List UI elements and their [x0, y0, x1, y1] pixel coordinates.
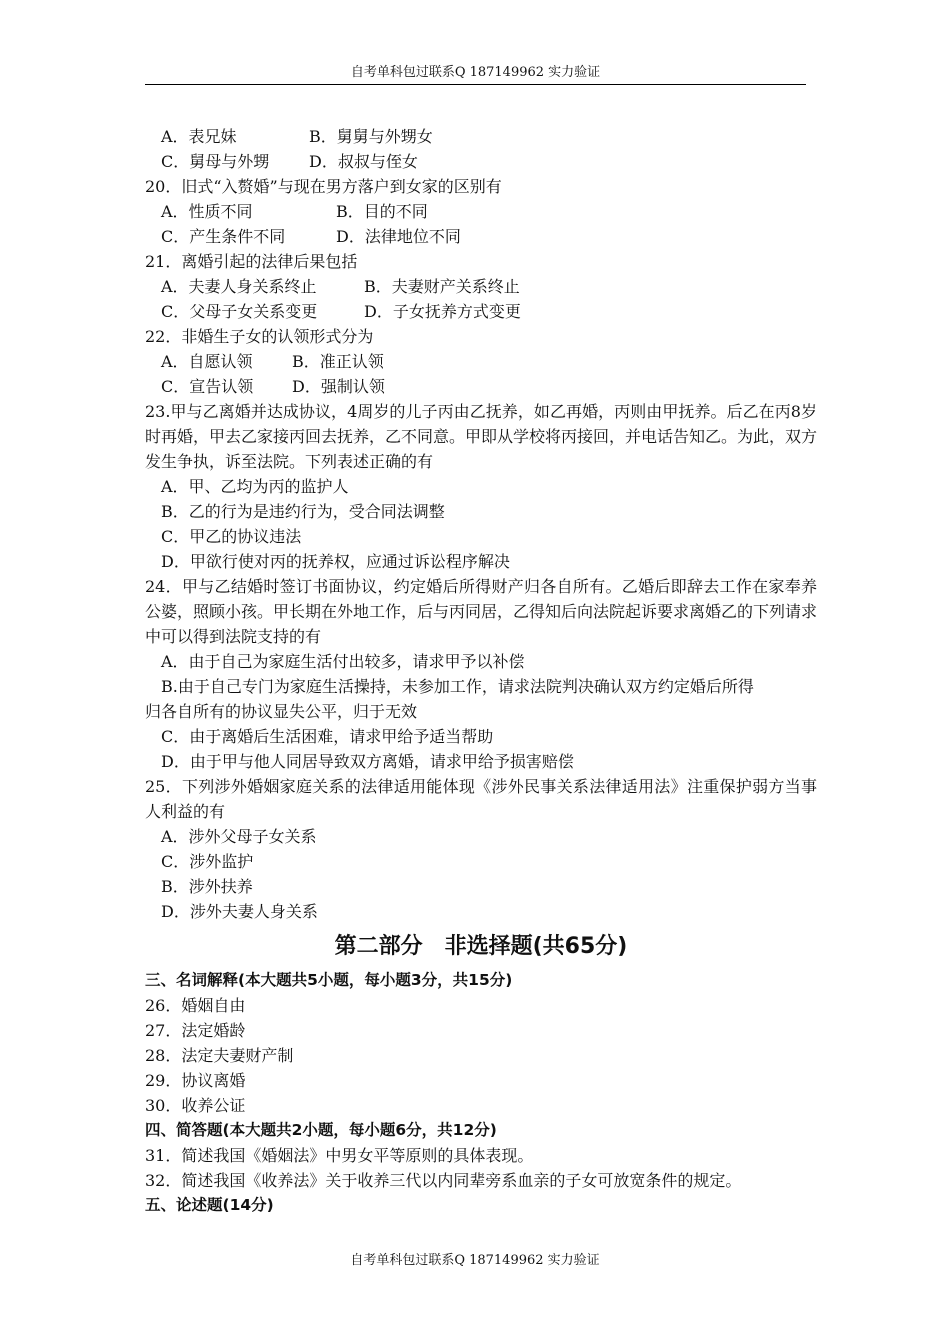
option-c: C．由于离婚后生活困难，请求甲给予适当帮助 [161, 727, 494, 746]
option-a: A．夫妻人身关系终止 [161, 277, 317, 296]
term-item: 28．法定夫妻财产制 [145, 1046, 294, 1065]
option-d: D．子女抚养方式变更 [364, 302, 521, 321]
question-25: 25．下列涉外婚姻家庭关系的法律适用能体现《涉外民事关系法律适用法》注重保护弱方当事人利益的有 [145, 777, 817, 821]
option-a: A．由于自己为家庭生活付出较多，请求甲予以补偿 [161, 652, 525, 671]
question-22: 22．非婚生子女的认领形式分为 [145, 327, 374, 346]
option-c: C．涉外监护 [161, 852, 254, 871]
option-b: B．准正认领 [292, 352, 384, 371]
part-two-title: 第二部分 非选择题(共65分) [334, 934, 628, 959]
term-item: 26．婚姻自由 [145, 996, 246, 1015]
question-21: 21．离婚引起的法律后果包括 [145, 252, 358, 271]
option-row [145, 349, 817, 374]
option-d: D．涉外夫妻人身关系 [161, 902, 318, 921]
option-b: B.由于自己专门为家庭生活操持，未参加工作，请求法院判决确认双方约定婚后所得 [161, 677, 754, 696]
option-a: A．性质不同 [161, 202, 253, 221]
section-5-title: 五、论述题(14分) [145, 1196, 274, 1214]
option-b: B．舅舅与外甥女 [309, 127, 433, 146]
option-d: D．强制认领 [292, 377, 385, 396]
option-c: C．舅母与外甥 [161, 152, 270, 171]
term-item: 29．协议离婚 [145, 1071, 246, 1090]
section-3-title: 三、名词解释(本大题共5小题，每小题3分，共15分) [145, 971, 513, 989]
short-answer-item: 32．简述我国《收养法》关于收养三代以内同辈旁系血亲的子女可放宽条件的规定。 [145, 1171, 742, 1190]
option-c: C．父母子女关系变更 [161, 302, 318, 321]
short-answer-item: 31．简述我国《婚姻法》中男女平等原则的具体表现。 [145, 1146, 534, 1165]
option-row [145, 199, 817, 224]
section-4-title: 四、简答题(本大题共2小题，每小题6分，共12分) [145, 1121, 497, 1139]
option-a: A．表兄妹 [161, 127, 237, 146]
option-d: D．法律地位不同 [336, 227, 461, 246]
option-row [145, 299, 817, 324]
term-item: 27．法定婚龄 [145, 1021, 246, 1040]
term-item: 30．收养公证 [145, 1096, 246, 1115]
option-c: C．产生条件不同 [161, 227, 286, 246]
option-b: B．涉外扶养 [161, 877, 253, 896]
page-body [145, 124, 817, 1218]
option-a: A．自愿认领 [161, 352, 253, 371]
option-d: D．由于甲与他人同居导致双方离婚，请求甲给予损害赔偿 [161, 752, 574, 771]
option-a: A．甲、乙均为丙的监护人 [161, 477, 349, 496]
option-c: C．甲乙的协议违法 [161, 527, 302, 546]
header-rule [145, 84, 806, 85]
option-row [145, 274, 817, 299]
page-header: 自考单科包过联系Q 187149962 实力验证 [350, 65, 601, 80]
option-row [145, 149, 817, 174]
option-row [145, 374, 817, 399]
question-20: 20．旧式“入赘婚”与现在男方落户到女家的区别有 [145, 177, 502, 196]
option-a: A．涉外父母子女关系 [161, 827, 317, 846]
page-footer: 自考单科包过联系Q 187149962 实力验证 [350, 1253, 600, 1268]
option-row [145, 224, 817, 249]
option-row [145, 124, 817, 149]
option-b: B．目的不同 [336, 202, 428, 221]
option-c: C．宣告认领 [161, 377, 254, 396]
question-24: 24．甲与乙结婚时签订书面协议，约定婚后所得财产归各自所有。乙婚后即辞去工作在家奉养公婆，照顾小孩。甲长期在外地工作，后与丙同居，乙得知后向法院起诉要求离婚乙的下列请求中可以得到法院支持的有 [145, 577, 818, 646]
option-b: B．夫妻财产关系终止 [364, 277, 520, 296]
question-23: 23.甲与乙离婚并达成协议，4周岁的儿子丙由乙抚养，如乙再婚，丙则由甲抚养。后乙在丙8岁时再婚，甲去乙家接丙回去抚养，乙不同意。甲即从学校将丙接回，并电话告知乙。为此，双方发生争执，诉至法院。下列表述正确的有 [145, 402, 818, 471]
option-d: D．甲欲行使对丙的抚养权，应通过诉讼程序解决 [161, 552, 510, 571]
option-d: D．叔叔与侄女 [309, 152, 418, 171]
option-b-continued: 归各自所有的协议显失公平，归于无效 [145, 702, 418, 721]
option-b: B．乙的行为是违约行为，受合同法调整 [161, 502, 445, 521]
